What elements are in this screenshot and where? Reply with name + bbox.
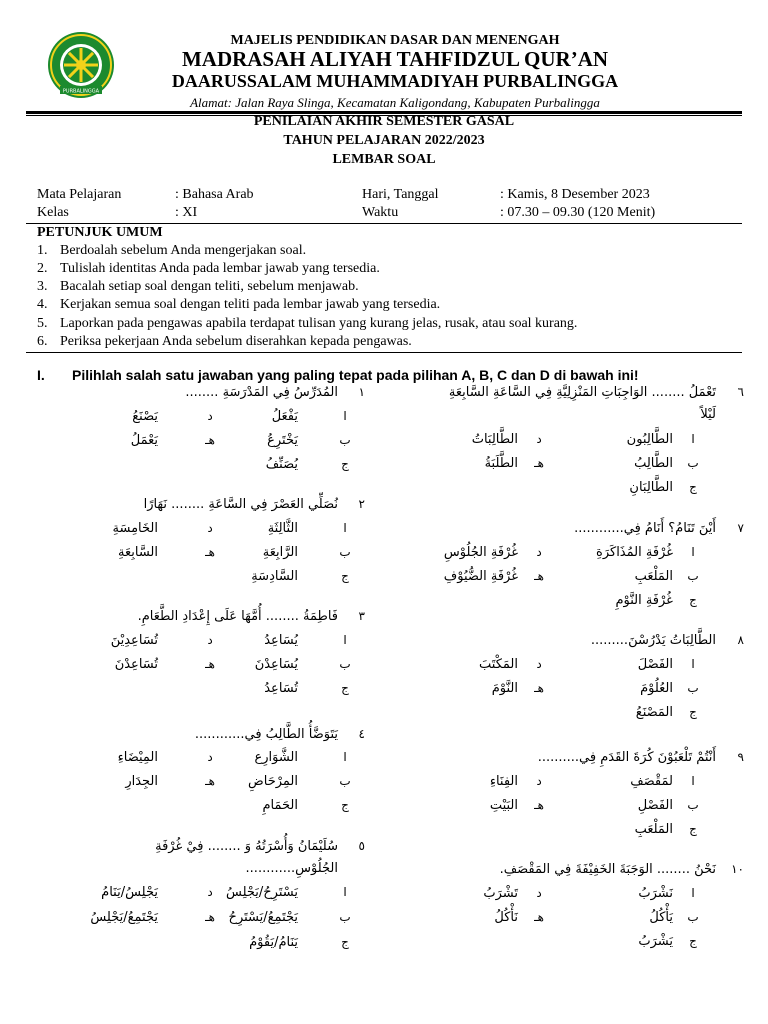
option-a: الشَّوَارِع bbox=[254, 750, 298, 765]
subject-value: : Bahasa Arab bbox=[175, 187, 254, 202]
class-label: Kelas bbox=[37, 205, 69, 220]
option-letter: ب bbox=[339, 545, 351, 559]
option-d: يَصْنَعُ bbox=[132, 409, 158, 424]
option-e: تُسَاعِدْنَ bbox=[114, 657, 158, 672]
question-number: ٨ bbox=[737, 633, 744, 647]
option-letter: هـ bbox=[534, 569, 544, 583]
option-c: يُصَنِّفُ bbox=[265, 457, 298, 472]
option-letter: هـ bbox=[205, 657, 215, 671]
option-b: يَجْتَمِعُ/يَسْتَرِحُ bbox=[228, 910, 298, 925]
svg-text:PURBALINGGA: PURBALINGGA bbox=[62, 88, 100, 95]
option-letter: ب bbox=[687, 910, 699, 924]
subject-label: Mata Pelajaran bbox=[37, 187, 122, 202]
option-a: يُسَاعِدُ bbox=[264, 633, 298, 648]
option-letter: د bbox=[536, 886, 542, 900]
option-letter: ج bbox=[689, 705, 697, 719]
section-instruction: Pilihlah salah satu jawaban yang paling tepat pada pilihan A, B, C dan D di bawah ini! bbox=[72, 367, 639, 383]
option-letter: ب bbox=[339, 910, 351, 924]
academic-year: TAHUN PELAJARAN 2022/2023 bbox=[283, 133, 485, 148]
option-letter: ب bbox=[687, 681, 699, 695]
option-d: غُرْفَةِ الجُلُوْسِ bbox=[443, 545, 518, 560]
option-e: البَيْتِ bbox=[489, 798, 518, 813]
question-text: الطَّالِبَاتُ يَدْرُسْنَ......... bbox=[590, 633, 716, 648]
option-d: تَشْرَبُ bbox=[483, 886, 518, 901]
option-e: يَجْتَمِعُ/يَجْلِسُ bbox=[90, 910, 158, 925]
option-letter: د bbox=[207, 885, 213, 899]
option-a: نَشْرَبُ bbox=[638, 886, 673, 901]
instruction-item: 4. Kerjakan semua soal dengan teliti pada lembar jawab yang tersedia. bbox=[37, 297, 441, 312]
option-b: الطَّالِبُ bbox=[634, 456, 673, 471]
question-text: أَنْتُمْ تَلْعَبُوْنَ كُرَةَ القَدَمِ فِي.......... bbox=[537, 750, 716, 765]
option-letter: ج bbox=[689, 593, 697, 607]
option-letter: ا bbox=[343, 409, 347, 423]
option-letter: ا bbox=[691, 774, 695, 788]
option-letter: ا bbox=[691, 657, 695, 671]
option-letter: ا bbox=[343, 521, 347, 535]
question-number: ٤ bbox=[358, 727, 365, 741]
question-text: نُصَلِّي العَصْرَ فِي السَّاعَةِ ........ نَهَارًا bbox=[143, 497, 338, 512]
option-letter: ا bbox=[691, 545, 695, 559]
exam-title: PENILAIAN AKHIR SEMESTER GASAL bbox=[253, 114, 515, 129]
question-text: المُدَرِّسُ فِي المَدْرَسَةِ ........ bbox=[185, 385, 338, 400]
option-letter: ج bbox=[341, 798, 349, 812]
option-letter: ب bbox=[339, 657, 351, 671]
option-b: الرَّابِعَةِ bbox=[262, 545, 298, 560]
option-d: الطَّالِبَاتُ bbox=[471, 432, 518, 447]
instruction-item: 6. Periksa pekerjaan Anda sebelum diserahkan kepada pengawas. bbox=[37, 334, 412, 349]
option-letter: ا bbox=[343, 633, 347, 647]
option-a: الثَّالِثَةِ bbox=[267, 521, 298, 536]
option-letter: د bbox=[536, 774, 542, 788]
question-text-continued: الجُلُوْسِ............ bbox=[245, 861, 338, 876]
option-a: يَسْتَرِحُ/يَجْلِسُ bbox=[226, 885, 298, 900]
option-e: غُرْفَةِ الضُّيُوْفِ bbox=[443, 569, 518, 584]
identity-rule bbox=[26, 223, 742, 224]
option-letter: ب bbox=[339, 433, 351, 447]
instructions-title: PETUNJUK UMUM bbox=[37, 225, 163, 240]
question-number: ٦ bbox=[737, 385, 744, 399]
option-letter: ب bbox=[687, 456, 699, 470]
question-text-continued: لَيْلاً bbox=[700, 407, 716, 422]
option-letter: د bbox=[536, 657, 542, 671]
question-number: ٩ bbox=[737, 750, 744, 764]
option-a: الفَصْلَ bbox=[637, 657, 673, 672]
option-letter: هـ bbox=[205, 545, 215, 559]
option-letter: هـ bbox=[205, 774, 215, 788]
question-text: نَحْنُ ........ الوَجَبَةَ الخَفِيْفَةَ فِي المَقْصَفِ. bbox=[499, 862, 716, 877]
option-c: يَشْرَبُ bbox=[638, 934, 673, 949]
option-letter: هـ bbox=[534, 910, 544, 924]
option-b: العُلُوْمَ bbox=[640, 681, 673, 696]
option-letter: ج bbox=[341, 569, 349, 583]
option-letter: ج bbox=[341, 935, 349, 949]
option-b: الفَصْلِ bbox=[637, 798, 673, 813]
option-letter: ا bbox=[343, 885, 347, 899]
option-e: الطَّلَبَةُ bbox=[484, 456, 518, 471]
question-text: يَتَوَضَّأُ الطَّالِبُ فِي............ bbox=[194, 727, 338, 742]
option-letter: د bbox=[207, 633, 213, 647]
option-letter: هـ bbox=[205, 433, 215, 447]
option-letter: هـ bbox=[534, 798, 544, 812]
option-b: المَلْعَبِ bbox=[634, 569, 673, 584]
option-e: نَأْكُلُ bbox=[494, 910, 518, 925]
option-letter: د bbox=[536, 432, 542, 446]
school-name-2: DAARUSSALAM MUHAMMADIYAH PURBALINGGA bbox=[171, 71, 619, 91]
time-value: : 07.30 – 09.30 (120 Menit) bbox=[500, 205, 656, 220]
instruction-item: 1. Berdoalah sebelum Anda mengerjakan soal. bbox=[37, 243, 307, 258]
option-b: يَأْكُلُ bbox=[649, 910, 673, 925]
option-letter: د bbox=[536, 545, 542, 559]
section-number: I. bbox=[37, 367, 45, 383]
option-a: الطَّالِبُون bbox=[626, 432, 673, 447]
option-c: غُرْفَةِ النَّوْمِ bbox=[615, 593, 673, 608]
option-letter: ج bbox=[341, 681, 349, 695]
org-name: MAJELIS PENDIDIKAN DASAR DAN MENENGAH bbox=[230, 33, 560, 48]
option-c: يَنَامُ/يَقُوْمُ bbox=[249, 935, 298, 950]
school-name: MADRASAH ALIYAH TAHFIDZUL QUR’AN bbox=[181, 47, 609, 71]
question-number: ٢ bbox=[358, 497, 365, 511]
option-letter: ا bbox=[691, 432, 695, 446]
question-text: تَعْمَلُ ........ الوَاجِبَاتِ المَنْزِلِيَّةِ فِي السَّاعَةِ السَّابِعَةِ bbox=[448, 385, 716, 400]
option-a: لمَقْصَفِ bbox=[630, 774, 673, 789]
question-number: ٥ bbox=[358, 839, 365, 853]
instruction-item: 5. Laporkan pada pengawas apabila terdapat tulisan yang kurang jelas, rusak, atau soal kurang. bbox=[37, 316, 578, 331]
question-number: ١ bbox=[358, 385, 365, 399]
option-letter: ا bbox=[343, 750, 347, 764]
option-e: الجِدَارِ bbox=[125, 774, 158, 789]
option-letter: هـ bbox=[205, 910, 215, 924]
option-e: يَعْمَلُ bbox=[130, 433, 158, 448]
school-address: Alamat: Jalan Raya Slinga, Kecamatan Kaligondang, Kabupaten Purbalingga bbox=[190, 95, 600, 110]
option-d: الخَامِسَةِ bbox=[112, 521, 158, 536]
option-letter: ب bbox=[687, 798, 699, 812]
option-letter: د bbox=[207, 409, 213, 423]
option-d: يَجْلِسُ/يَنَامُ bbox=[101, 885, 158, 900]
time-label: Waktu bbox=[362, 205, 399, 220]
question-number: ٣ bbox=[358, 609, 365, 623]
sheet-title: LEMBAR SOAL bbox=[332, 152, 436, 167]
option-a: يَفْعَلُ bbox=[271, 409, 298, 424]
option-b: يَخْتَرِعُ bbox=[267, 433, 298, 448]
option-b: المِرْحَاضِ bbox=[248, 774, 298, 789]
question-number: ١٠ bbox=[731, 862, 744, 876]
option-d: الفِنَاءِ bbox=[489, 774, 518, 789]
question-text: أَيْنَ تَنَامُ؟ أَنَامُ فِي............ bbox=[574, 521, 716, 536]
option-letter: ج bbox=[341, 457, 349, 471]
option-letter: ج bbox=[689, 822, 697, 836]
option-letter: ا bbox=[691, 886, 695, 900]
option-c: المَصْنَعُ bbox=[635, 705, 673, 720]
option-c: تُسَاعِدُ bbox=[264, 681, 298, 696]
day-value: : Kamis, 8 Desember 2023 bbox=[500, 187, 650, 202]
option-letter: ب bbox=[339, 774, 351, 788]
instruction-item: 3. Bacalah setiap soal dengan teliti, sebelum menjawab. bbox=[37, 279, 359, 294]
option-c: الحَمَامِ bbox=[262, 798, 298, 813]
option-e: السَّابِعَةِ bbox=[118, 545, 158, 560]
option-d: تُسَاعِدِيْنَ bbox=[110, 633, 158, 648]
option-letter: ج bbox=[689, 934, 697, 948]
option-d: المَكْتَبَ bbox=[479, 657, 518, 672]
option-letter: د bbox=[207, 750, 213, 764]
day-label: Hari, Tanggal bbox=[362, 187, 439, 202]
option-d: المِيْضَاءِ bbox=[117, 750, 158, 765]
question-text: فَاطِمَةُ ........ أُمَّهَا عَلَى إِعْدَادِ الطَّعَامِ. bbox=[137, 609, 338, 624]
option-e: النَّوْمَ bbox=[491, 681, 518, 696]
option-b: يُسَاعِدْنَ bbox=[254, 657, 298, 672]
instruction-item: 2. Tulislah identitas Anda pada lembar jawab yang tersedia. bbox=[37, 261, 380, 276]
option-a: غُرْفَةِ المُذَاكَرَةِ bbox=[596, 545, 673, 560]
option-letter: هـ bbox=[534, 456, 544, 470]
option-letter: د bbox=[207, 521, 213, 535]
option-c: الطَّالِبَانِ bbox=[629, 480, 673, 495]
option-c: المَلْعَبِ bbox=[634, 822, 673, 837]
option-letter: هـ bbox=[534, 681, 544, 695]
option-c: السَّادِسَةِ bbox=[251, 569, 298, 584]
question-number: ٧ bbox=[737, 521, 744, 535]
instructions-rule bbox=[26, 352, 742, 353]
option-letter: ج bbox=[689, 480, 697, 494]
class-value: : XI bbox=[175, 205, 198, 220]
school-logo bbox=[38, 30, 124, 100]
option-letter: ب bbox=[687, 569, 699, 583]
question-text: سُلَيْمَانُ وَأُسْرَتُهُ وَ ........ فِيْ غُرْفَةِ bbox=[155, 839, 338, 854]
